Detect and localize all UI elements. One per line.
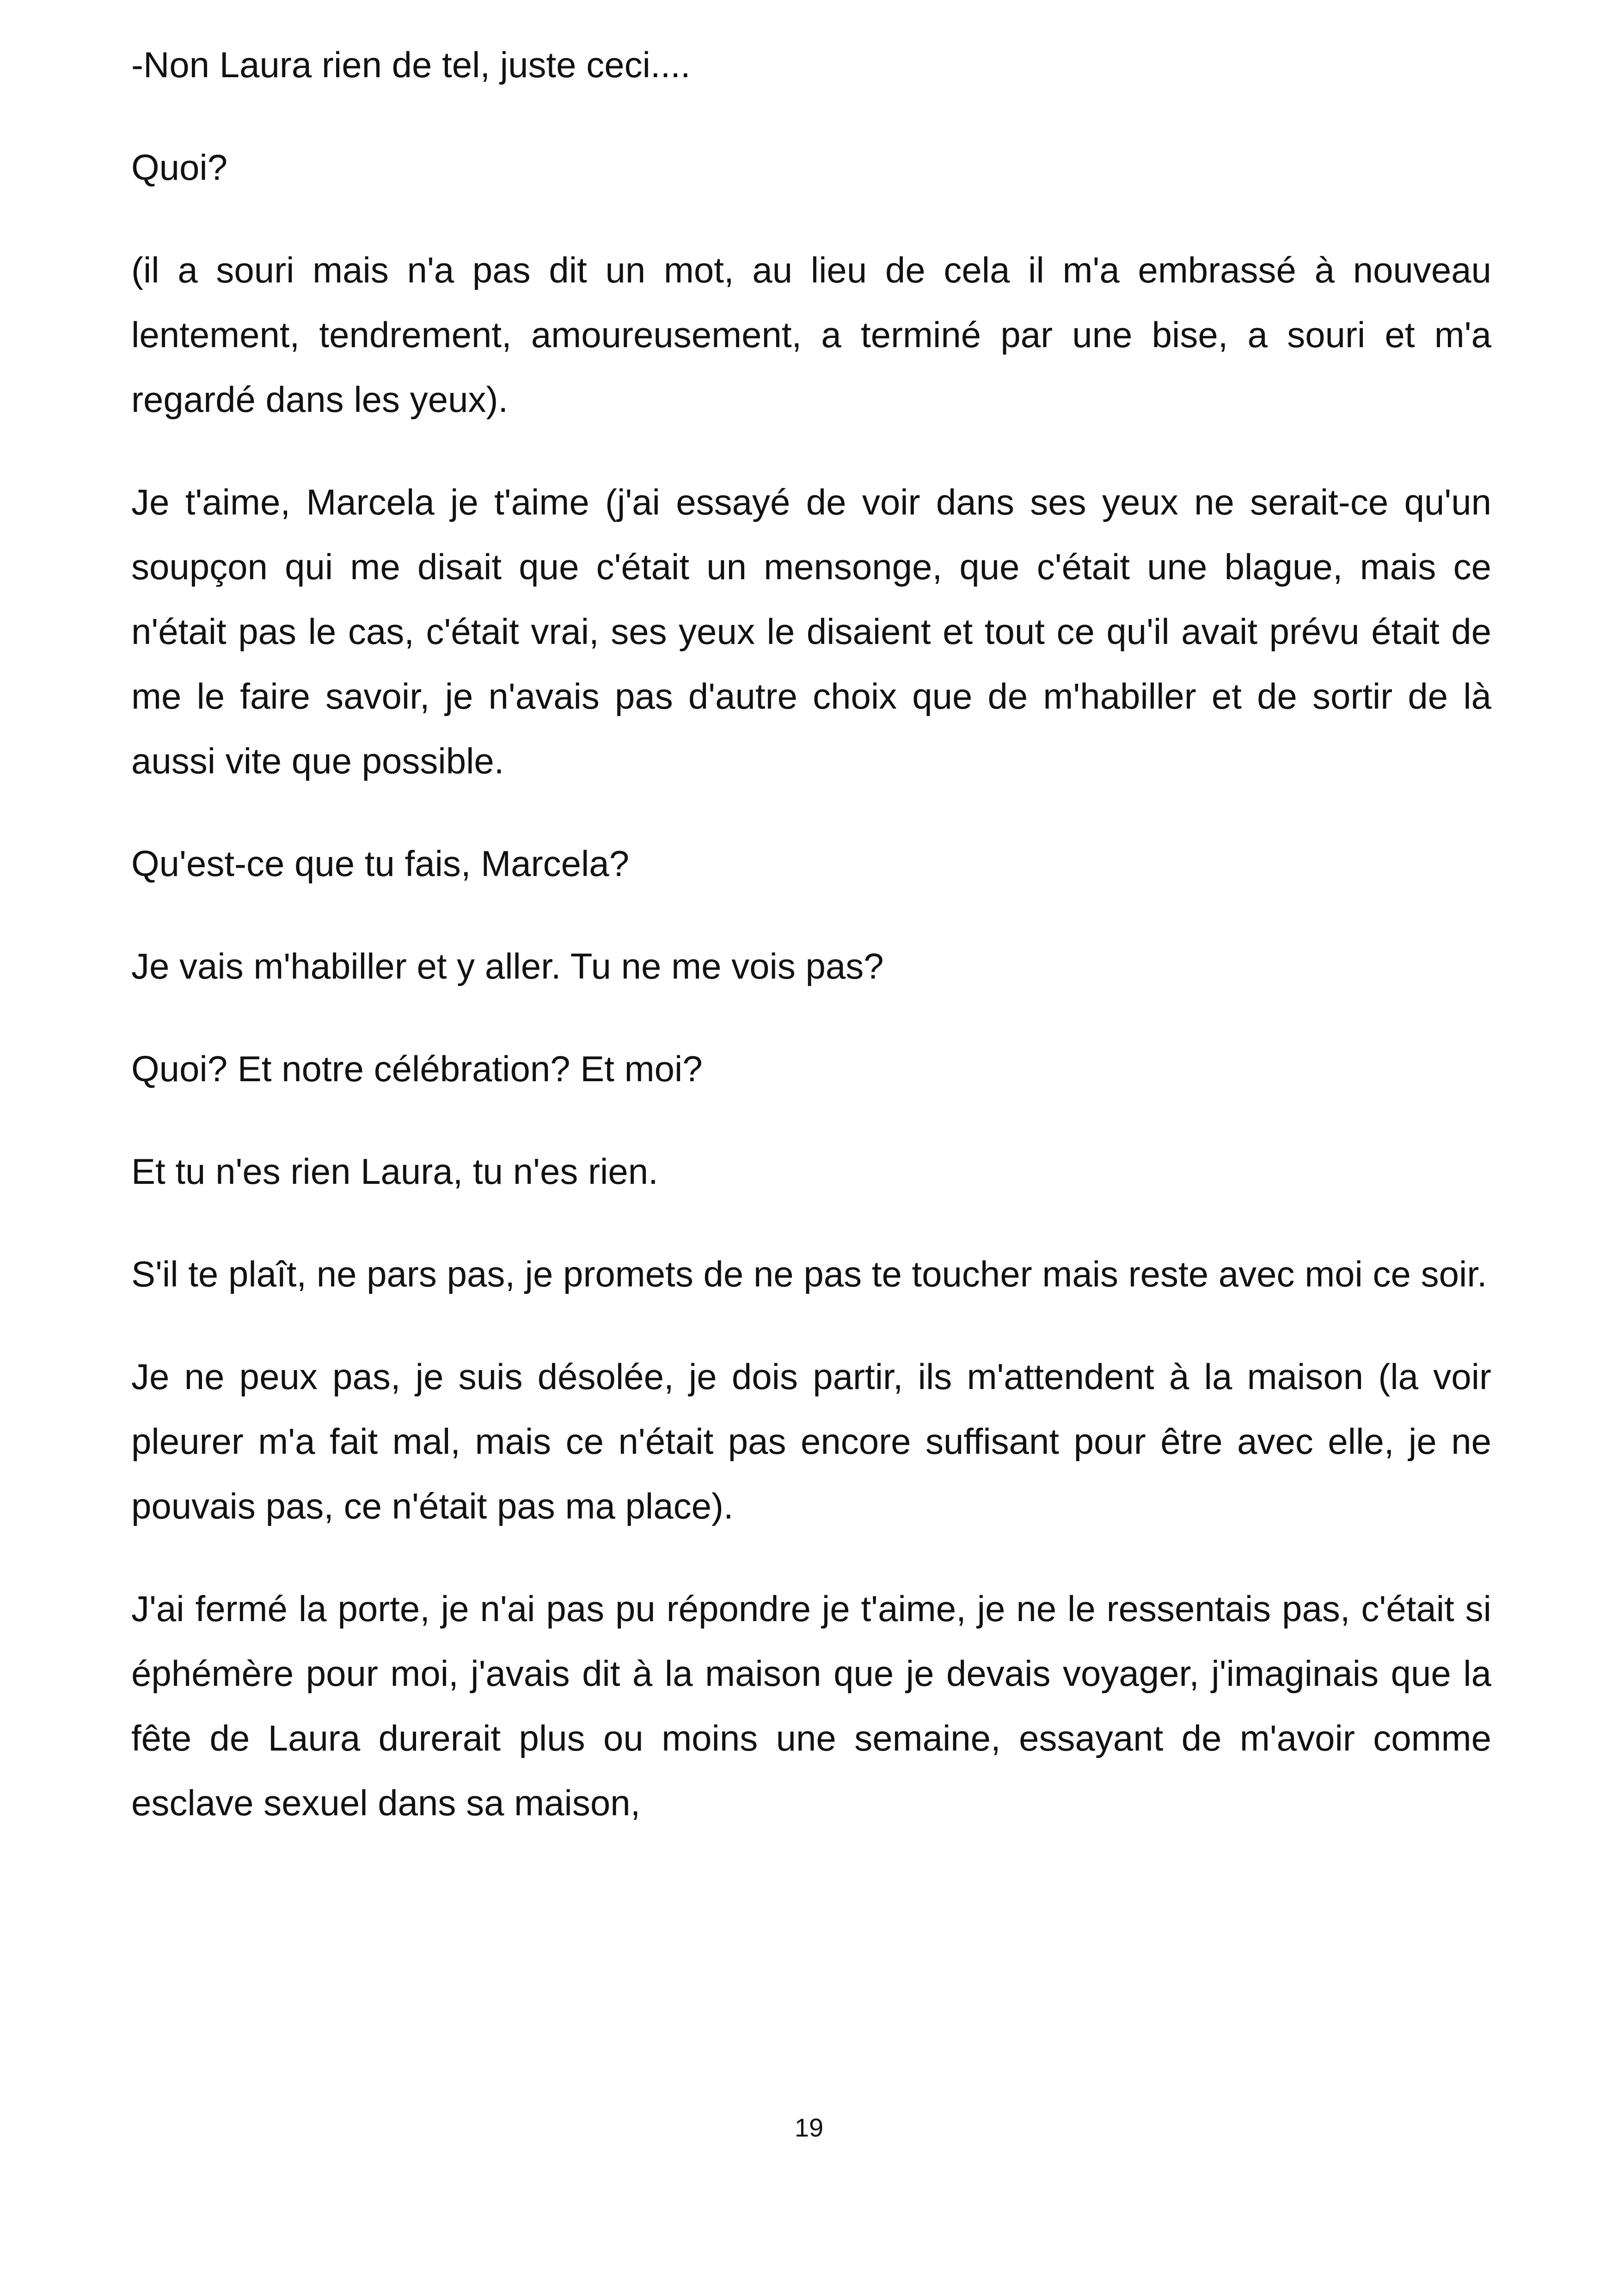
paragraph-9: S'il te plaît, ne pars pas, je promets de ne pas te toucher mais reste avec moi ce soir. [131,1254,1487,1294]
paragraph-7: Quoi? Et notre célébration? Et moi? [131,1048,703,1089]
page-number: 19 [794,2113,824,2142]
body-text [131,32,1491,1835]
paragraph-10: Je ne peux pas, je suis désolée, je dois partir, ils m'attendent à la maison (la voir pleurer m'a fait mal, mais ce n'était pas encore suffisant pour être avec elle, je ne pouvais pas, ce n'était pas ma place). [131,1356,1491,1526]
paragraph-2: Quoi? [131,147,228,188]
paragraph-8: Et tu n'es rien Laura, tu n'es rien. [131,1151,658,1192]
paragraph-1: -Non Laura rien de tel, juste ceci.... [131,44,691,85]
paragraph-11: J'ai fermé la porte, je n'ai pas pu répondre je t'aime, je ne le ressentais pas, c'était si éphémère pour moi, j'avais dit à la maison que je devais voyager, j'imaginais que la fête de Laura durerait plus ou moins une semaine, essayant de m'avoir comme esclave sexuel dans sa maison, [131,1588,1491,1823]
paragraph-6: Je vais m'habiller et y aller. Tu ne me vois pas? [131,946,884,986]
paragraph-4: Je t'aime, Marcela je t'aime (j'ai essayé de voir dans ses yeux ne serait-ce qu'un soupçon qui me disait que c'était un mensonge, que c'était une blague, mais ce n'était pas le cas, c'était vrai, ses yeux le disaient et tout ce qu'il avait prévu était de me le faire savoir, je n'avais pas d'autre choix que de m'habiller et de sortir de là aussi vite que possible. [131,482,1491,781]
paragraph-5: Qu'est-ce que tu fais, Marcela? [131,843,630,884]
paragraph-3: (il a souri mais n'a pas dit un mot, au lieu de cela il m'a embrassé à nouveau lentement, tendrement, amoureusement, a terminé par une bise, a souri et m'a regardé dans les yeux). [131,250,1491,420]
